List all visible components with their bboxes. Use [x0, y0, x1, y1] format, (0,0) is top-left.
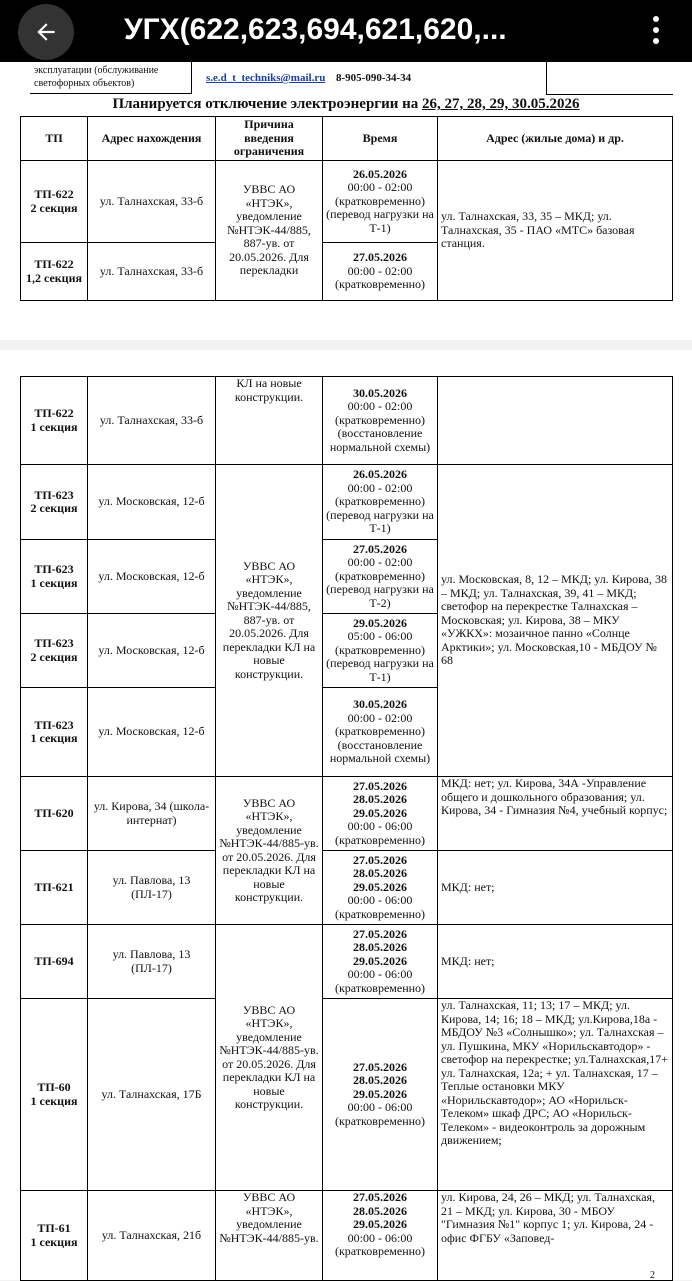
col-header-target: Адрес (жилые дома) и др.: [438, 117, 673, 161]
more-vertical-icon[interactable]: [640, 10, 672, 50]
tp-cell: ТП-621: [21, 851, 88, 925]
arrow-left-icon: [33, 19, 59, 45]
table-header-row: [21, 117, 673, 161]
page-number: 2: [650, 1270, 655, 1281]
affected-addresses-cell: МКД: нет; ул. Кирова, 34А -Управление общего и дошкольного образования; ул. Кирова, 34 - Гимназия №4, учебный корпус;: [438, 777, 673, 851]
address-cell: ул. Московская, 12-б: [88, 465, 216, 540]
col-header-address: Адрес нахождения: [88, 117, 216, 161]
tp-cell: ТП-622 2 секция: [21, 161, 88, 243]
time-cell: 26.05.2026 00:00 - 02:00 (кратковременно) (перевод нагрузки на Т-1): [323, 161, 438, 243]
table-row: [21, 851, 673, 925]
table-row: [21, 1191, 673, 1281]
reason-cell: КЛ на новые конструкции.: [216, 377, 323, 465]
contact-row: [30, 62, 672, 96]
table-row: [21, 777, 673, 851]
table-row: [21, 161, 673, 243]
tp-cell: ТП-60 1 секция: [21, 999, 88, 1191]
address-cell: ул. Московская, 12-б: [88, 540, 216, 614]
tp-cell: ТП-694: [21, 925, 88, 999]
time-cell: 27.05.2026 00:00 - 02:00 (кратковременно): [323, 243, 438, 301]
address-cell: ул. Московская, 12-б: [88, 614, 216, 688]
tp-cell: ТП-623 1 секция: [21, 540, 88, 614]
time-cell: 30.05.2026 00:00 - 02:00 (кратковременно) (восстановление нормальной схемы): [323, 688, 438, 777]
affected-addresses-cell: МКД: нет;: [438, 851, 673, 925]
address-cell: ул. Талнахская, 33-б: [88, 161, 216, 243]
tp-cell: ТП-622 1 секция: [21, 377, 88, 465]
app-bar: [0, 0, 692, 62]
table-row: [21, 925, 673, 999]
tp-cell: ТП-61 1 секция: [21, 1191, 88, 1281]
document-title: УГХ(622,623,694,621,620,...: [124, 13, 507, 46]
table-row: [21, 999, 673, 1191]
reason-cell: УВВС АО «НТЭК», уведомление №НТЭК-44/885-ув.: [216, 1191, 323, 1281]
time-cell: 27.05.2026 28.05.2026 29.05.2026 00:00 - 06:00 (кратковременно): [323, 851, 438, 925]
time-cell: 27.05.2026 28.05.2026 29.05.2026 00:00 - 06:00 (кратковременно): [323, 1191, 438, 1281]
affected-addresses-cell: ул. Талнахская, 33, 35 – МКД; ул. Талнахская, 35 - ПАО «МТС» базовая станция.: [438, 161, 673, 301]
back-button[interactable]: [18, 4, 74, 60]
tp-cell: ТП-622 1,2 секция: [21, 243, 88, 301]
address-cell: ул. Павлова, 13 (ПЛ-17): [88, 925, 216, 999]
address-cell: ул. Павлова, 13 (ПЛ-17): [88, 851, 216, 925]
reason-cell: УВВС АО «НТЭК», уведомление №НТЭК-44/885-ув. от 20.05.2026. Для перекладки КЛ на новые конструкции.: [216, 777, 323, 925]
affected-addresses-cell: МКД: нет;: [438, 925, 673, 999]
time-cell: 29.05.2026 05:00 - 06:00 (кратковременно) (перевод нагрузки на Т-1): [323, 614, 438, 688]
time-cell: 27.05.2026 00:00 - 02:00 (кратковременно) (перевод нагрузки на Т-2): [323, 540, 438, 614]
col-header-tp: ТП: [21, 117, 88, 161]
address-cell: ул. Талнахская, 33-б: [88, 243, 216, 301]
col-header-reason: Причина введения ограничения: [216, 117, 323, 161]
tp-cell: ТП-623 1 секция: [21, 688, 88, 777]
address-cell: ул. Кирова, 34 (школа-интернат): [88, 777, 216, 851]
table-row: [21, 465, 673, 540]
address-cell: ул. Московская, 12-б: [88, 688, 216, 777]
affected-addresses-cell: ул. Московская, 8, 12 – МКД; ул. Кирова, 38 – МКД; ул. Талнахская, 39, 41 – МКД; светофор на перекрестке Талнахская – Московская; ул. Кирова, 38 – МКУ «УЖКХ»: мозаичное панно «Солнце Арктики»; ул. Московская,10 - МБДОУ № 68: [438, 465, 673, 777]
reason-cell: УВВС АО «НТЭК», уведомление №НТЭК-44/885-ув. от 20.05.2026. Для перекладки КЛ на новые конструкции.: [216, 925, 323, 1191]
tp-cell: ТП-623 2 секция: [21, 465, 88, 540]
contact-phone: 8-905-090-34-34: [336, 72, 412, 84]
tp-cell: ТП-623 2 секция: [21, 614, 88, 688]
empty-cell: [438, 377, 673, 465]
document-page-2: [0, 350, 692, 1280]
reason-cell: УВВС АО «НТЭК», уведомление №НТЭК-44/885, 887-ув. от 20.05.2026. Для перекладки КЛ на новые конструкции.: [216, 465, 323, 777]
table-row: [21, 377, 673, 465]
reason-cell: УВВС АО «НТЭК», уведомление №НТЭК-44/885, 887-ув. от 20.05.2026. Для перекладки: [216, 161, 323, 301]
top-cell-text: эксплуатации (обслуживание светофорных объектов): [30, 62, 192, 94]
contact-email-link[interactable]: s.e.d_t_techniks@mail.ru: [206, 72, 326, 84]
time-cell: 27.05.2026 28.05.2026 29.05.2026 00:00 - 06:00 (кратковременно): [323, 999, 438, 1191]
document-page-1: [0, 62, 692, 340]
outage-table-1: [20, 116, 673, 301]
page-heading: Планируется отключение электроэнергии на 26, 27, 28, 29, 30.05.2026: [112, 96, 580, 112]
tp-cell: ТП-620: [21, 777, 88, 851]
address-cell: ул. Талнахская, 33-б: [88, 377, 216, 465]
affected-addresses-cell: ул. Кирова, 24, 26 – МКД; ул. Талнахская, 21 – МКД; ул. Кирова, 30 - МБОУ "Гимназия №1" корпус 1; ул. Кирова, 24 - офис ФГБУ «Заповед-: [438, 1191, 673, 1281]
time-cell: 26.05.2026 00:00 - 02:00 (кратковременно) (перевод нагрузки на Т-1): [323, 465, 438, 540]
outage-table-2: [20, 376, 673, 1281]
affected-addresses-cell: ул. Талнахская, 11; 13; 17 – МКД; ул. Кирова, 14; 16; 18 – МКД; ул.Кирова,18а - МБДОУ №3 «Солнышко»; ул. Талнахская – ул. Пушкина, МКУ «Норильскавтодор» - светофор на перекрестке; ул.Талнахская,17+ ул. Талнахская, 12а; + ул. Талнахская, 17 – Теплые остановки МКУ «Норильскавтодор»; АО «Норильск-Телеком» шкаф ДРС; АО «Норильск-Телеком» - видеоконтроль за дорожным движением;: [438, 999, 673, 1191]
heading-dates: 26, 27, 28, 29, 30.05.2026: [422, 96, 580, 112]
time-cell: 27.05.2026 28.05.2026 29.05.2026 00:00 - 06:00 (кратковременно): [323, 777, 438, 851]
address-cell: ул. Талнахская, 21б: [88, 1191, 216, 1281]
col-header-time: Время: [323, 117, 438, 161]
time-cell: 30.05.2026 00:00 - 02:00 (кратковременно) (восстановление нормальной схемы): [323, 377, 438, 465]
address-cell: ул. Талнахская, 17Б: [88, 999, 216, 1191]
time-cell: 27.05.2026 28.05.2026 29.05.2026 00:00 - 06:00 (кратковременно): [323, 925, 438, 999]
